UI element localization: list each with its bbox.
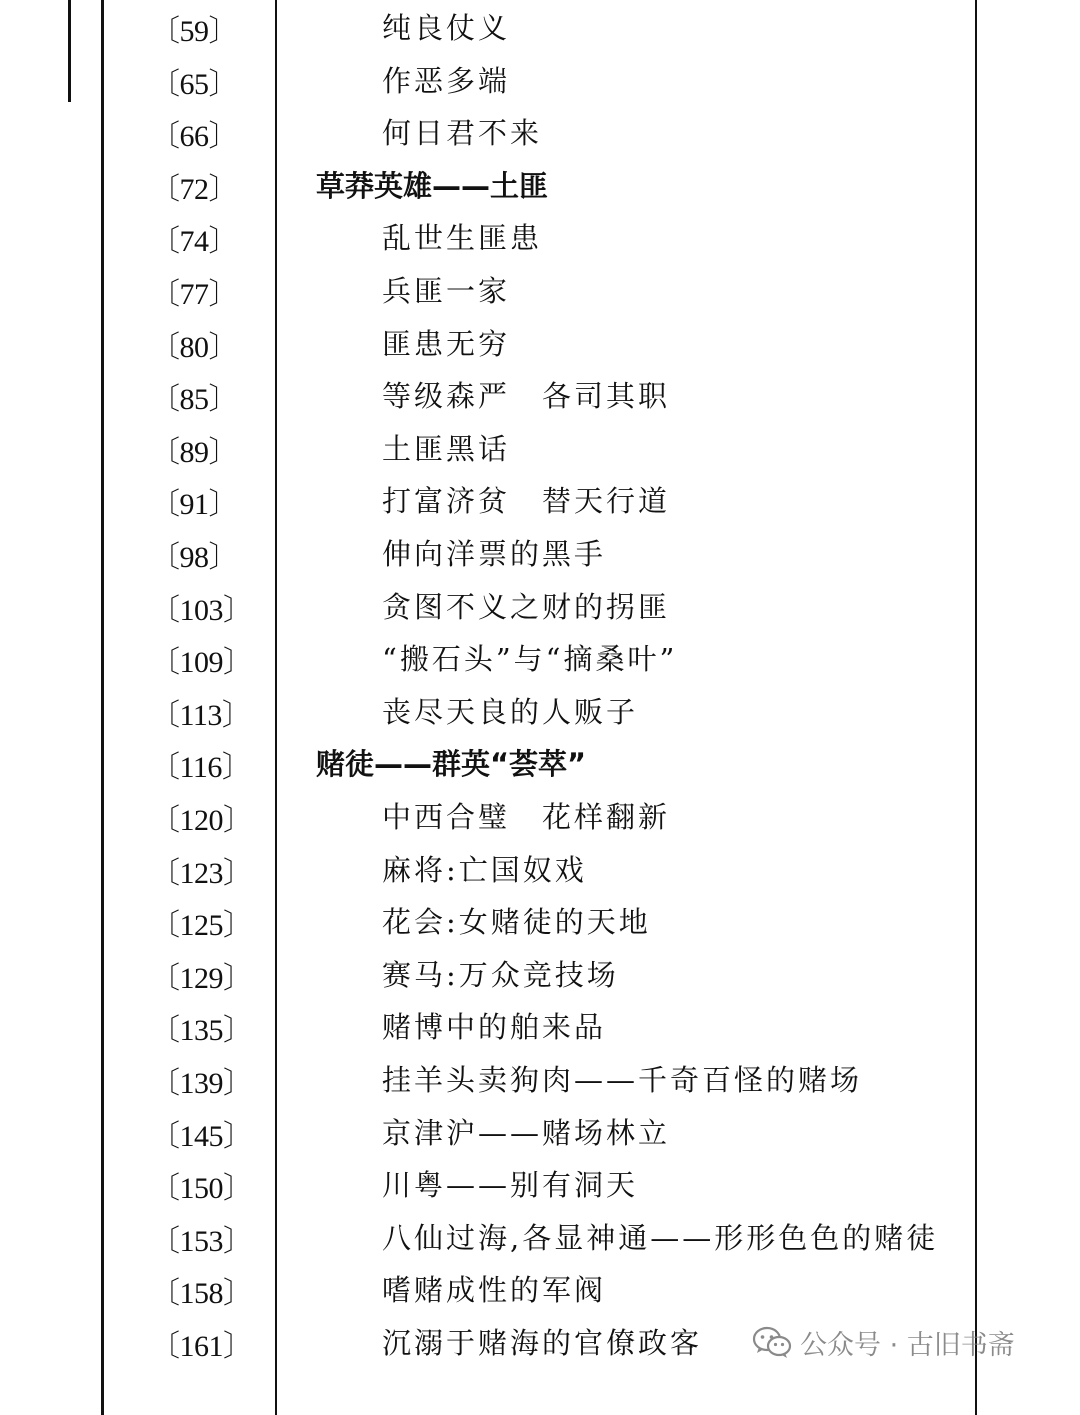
section-title: 花会:女赌徒的天地 — [382, 905, 651, 940]
section-title: 伸向洋票的黑手 — [382, 537, 607, 571]
section-title: 中西合璧 花样翻新 — [382, 800, 671, 834]
page-number: 〔129〕 — [150, 961, 253, 995]
page-number: 〔65〕 — [150, 67, 238, 101]
page-number: 〔123〕 — [150, 856, 253, 890]
chapter-title: 赌徒——群英“荟萃” — [316, 747, 587, 782]
section-title: 麻将:亡国奴戏 — [382, 852, 587, 887]
page-number: 〔158〕 — [150, 1277, 253, 1311]
toc-entry — [0, 105, 1080, 157]
section-title: 挂羊头卖狗肉——千奇百怪的赌场 — [382, 1063, 863, 1097]
section-title: 丧尽天良的人贩子 — [382, 694, 639, 729]
section-title: 赌博中的舶来品 — [382, 1010, 607, 1045]
page-number: 〔77〕 — [150, 278, 238, 311]
page-number: 〔59〕 — [150, 15, 238, 48]
toc-entry — [0, 53, 1080, 105]
section-title: 八仙过海,各显神通——形形色色的赌徒 — [382, 1220, 939, 1255]
page-number: 〔145〕 — [150, 1119, 253, 1153]
section-title: 嗜赌成性的军阀 — [382, 1273, 607, 1308]
toc-entry — [0, 1052, 1080, 1104]
toc-entry — [0, 789, 1080, 841]
section-title: 打富济贫 替天行道 — [382, 484, 671, 519]
toc-entry — [0, 1262, 1080, 1314]
page-number: 〔109〕 — [150, 646, 253, 680]
page-number: 〔80〕 — [150, 330, 238, 364]
toc-entry — [0, 684, 1080, 736]
toc-entry — [0, 316, 1080, 368]
section-title: 京津沪——赌场林立 — [382, 1115, 671, 1150]
page-number: 〔103〕 — [150, 593, 253, 627]
toc-entry — [0, 421, 1080, 473]
section-title: 兵匪一家 — [382, 274, 511, 308]
page-number: 〔116〕 — [150, 751, 252, 785]
section-title: 作恶多端 — [382, 63, 511, 98]
section-title: 沉溺于赌海的官僚政客 — [382, 1326, 703, 1360]
page-number: 〔113〕 — [150, 698, 252, 732]
section-title: 土匪黑话 — [382, 431, 511, 466]
section-title: 乱世生匪患 — [382, 221, 543, 256]
section-title: 等级森严 各司其职 — [382, 379, 671, 414]
toc-entry — [0, 473, 1080, 525]
page-number: 〔139〕 — [150, 1067, 253, 1100]
chapter-title: 草莽英雄——土匪 — [316, 168, 549, 203]
page-number: 〔135〕 — [150, 1014, 253, 1048]
toc-entry — [0, 0, 1080, 52]
section-title: 川粤——别有洞天 — [382, 1168, 639, 1203]
toc-entry — [0, 368, 1080, 420]
toc-entry — [0, 842, 1080, 894]
page-number: 〔150〕 — [150, 1172, 253, 1206]
toc-entry — [0, 579, 1080, 631]
toc-entry — [0, 1210, 1080, 1262]
page-number: 〔153〕 — [150, 1224, 253, 1258]
page-number: 〔89〕 — [150, 435, 238, 469]
section-title: 贪图不义之财的拐匪 — [382, 589, 671, 624]
page-number: 〔161〕 — [150, 1330, 253, 1363]
toc-chapter-heading — [0, 158, 1080, 210]
page-number: 〔91〕 — [150, 488, 238, 522]
page-number: 〔125〕 — [150, 909, 253, 943]
toc-entry — [0, 947, 1080, 999]
section-title: “搬石头”与“摘桑叶” — [382, 642, 678, 677]
toc-entry — [0, 1157, 1080, 1209]
page-number: 〔72〕 — [150, 172, 238, 206]
wechat-icon — [752, 1325, 792, 1359]
watermark — [752, 1320, 1015, 1364]
page-number: 〔66〕 — [150, 120, 238, 154]
watermark-text: 公众号 · 古旧书斋 — [800, 1329, 1015, 1361]
section-title: 纯良仗义 — [382, 11, 511, 45]
section-title: 赛马:万众竞技场 — [382, 957, 619, 992]
toc-entry — [0, 894, 1080, 946]
page-number: 〔120〕 — [150, 804, 253, 837]
toc-entry — [0, 1105, 1080, 1157]
toc-entry — [0, 999, 1080, 1051]
toc-entry — [0, 526, 1080, 578]
toc-entry — [0, 263, 1080, 315]
section-title: 匪患无穷 — [382, 326, 511, 361]
toc-chapter-heading — [0, 736, 1080, 788]
page-number: 〔74〕 — [150, 225, 238, 259]
toc-entry — [0, 631, 1080, 683]
page-number: 〔85〕 — [150, 383, 238, 417]
section-title: 何日君不来 — [382, 116, 543, 151]
page-number: 〔98〕 — [150, 541, 238, 574]
toc-entry — [0, 210, 1080, 262]
